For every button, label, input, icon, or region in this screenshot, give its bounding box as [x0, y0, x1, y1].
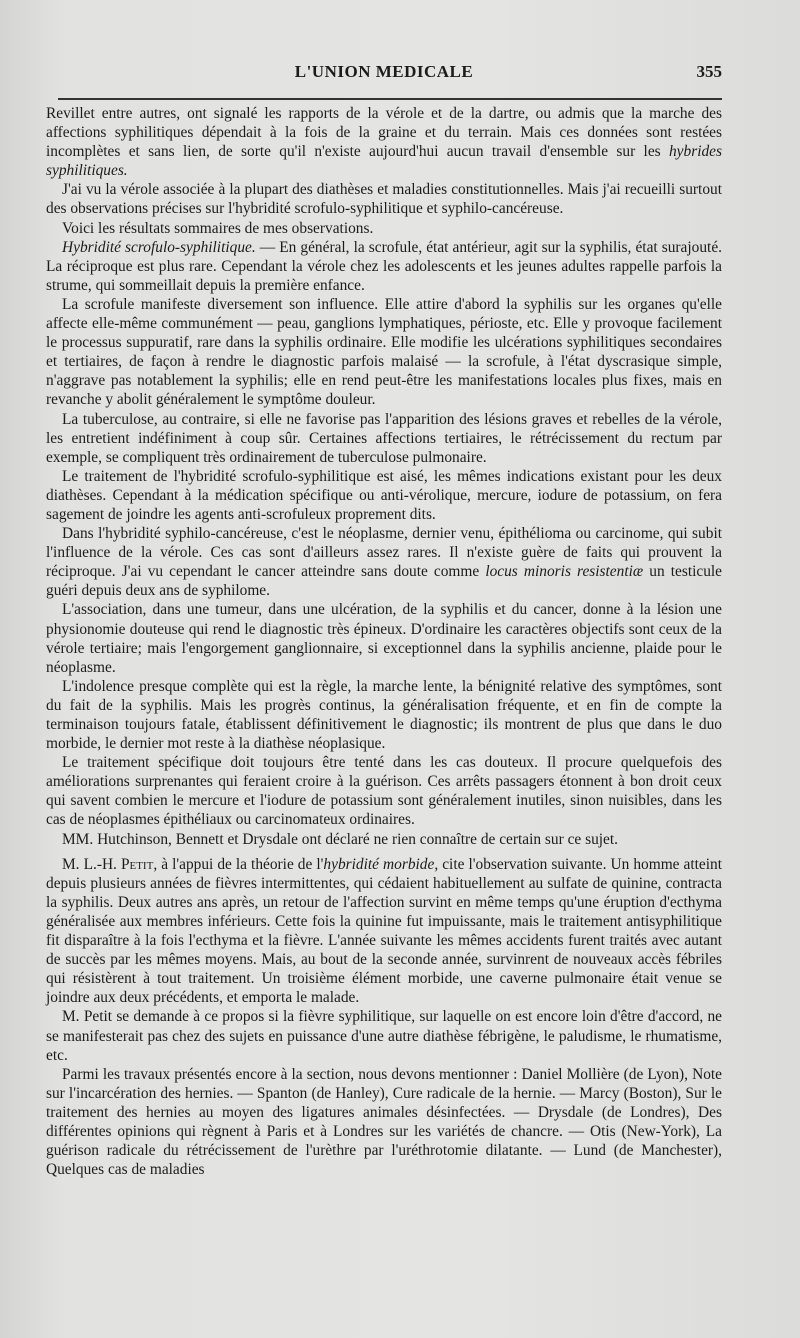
paragraph: La tuberculose, au contraire, si elle ne favorise pas l'apparition des lésions graves et rebelles de la vérole, les entretient indéfiniment à coup sûr. Certaines affections tertiaires, le rétrécissement du rectum par exemple, se compliquent très ordinairement de tuberculose pulmonaire.	[46, 410, 722, 466]
page-number: 355	[696, 62, 722, 81]
paragraph: M. L.-H. Petit, à l'appui de la théorie de l'hybridité morbide, cite l'observation suivante. Un homme atteint depuis plusieurs années de fièvres intermittentes, qui cédaient habituellement au sulfate de quinine, contracta la syphilis. Deux autres ans après, un retour de l'affection survint en même temps qu'une éruption d'ecthyma généralisée aux membres inférieurs. Cette fois la quinine fut impuissante, mais le traitement antisyphilitique fit disparaître à la fois l'ecthyma et la fièvre. L'année suivante les mêmes accidents furent traités avec autant de succès par les mêmes moyens. Mais, au bout de la seconde année, survinrent de nouveaux accès fébriles qui résistèrent à tout traitement. Un troisième élément morbide, une caverne pulmonaire était venue se joindre aux deux précédents, et emporta le malade.	[46, 855, 723, 1007]
paragraph: La scrofule manifeste diversement son influence. Elle attire d'abord la syphilis sur les organes qu'elle affecte elle-même communément — peau, ganglions lymphatiques, périoste, etc. Elle y provoque facilement le processus suppuratif, rare dans la syphilis ordinaire. Elle modifie les ulcérations syphilitiques secondaires et tertiaires, de façon à rendre le diagnostic parfois malaisé — la scrofule, à l'état dyscrasique simple, n'aggrave pas notablement la syphilis; elle en rend peut-être les manifestations locales plus fixes, mais en revanche y abolit généralement le symptôme douleur.	[46, 295, 722, 409]
page-header	[46, 58, 722, 88]
paragraph: M. Petit se demande à ce propos si la fièvre syphilitique, sur laquelle on est encore loin d'être d'accord, ne se manifesterait pas chez des sujets en puissance d'une autre diathèse fébrigène, le paludisme, le rhumatisme, etc.	[46, 1008, 722, 1064]
paragraph: Voici les résultats sommaires de mes observations.	[62, 219, 374, 237]
running-title: L'UNION MEDICALE	[294, 62, 474, 81]
paragraph: MM. Hutchinson, Bennett et Drysdale ont déclaré ne rien connaître de certain sur ce sujet.	[62, 830, 619, 848]
paragraph: Parmi les travaux présentés encore à la section, nous devons mentionner : Daniel Mollière (de Lyon), Note sur l'incarcération des hernies. — Spanton (de Hanley), Cure radicale de la hernie. — Marcy (Boston), Sur le traitement des hernies au moyen des ligatures animales désinfectées. — Drysdale (de Londres), Des différentes opinions qui règnent à Paris et à Londres sur les variétés de chancre. — Otis (New-York), La guérison radicale du rétrécissement de l'urèthre par l'uréthrotomie dilatante. — Lund (de Manchester), Quelques cas de maladies	[46, 1065, 722, 1179]
paragraph: L'association, dans une tumeur, dans une ulcération, de la syphilis et du cancer, donne à la lésion une physionomie douteuse qui rend le diagnostic très épineux. D'ordinaire les caractères objectifs sont ceux de la vérole tertiaire; mais l'engorgement ganglionnaire, si exceptionnel dans la syphilis ancienne, plaide pour le néoplasme.	[46, 601, 722, 676]
article-body	[46, 104, 722, 1179]
paragraph: Le traitement de l'hybridité scrofulo-syphilitique est aisé, les mêmes indications existant pour les deux diathèses. Cependant à la médication spécifique ou anti-vérolique, mercure, iodure de potassium, on fera sagement de joindre les agents anti-scrofuleux proprement dits.	[46, 467, 722, 523]
header-rule	[58, 98, 722, 100]
paragraph: Le traitement spécifique doit toujours être tenté dans les cas douteux. Il procure quelquefois des améliorations surprenantes qui feraient croire à la guérison. Ces arrêts passagers étonnent à bon droit ceux qui savent combien le mercure et l'iodure de potassium sont généralement inutiles, sinon nuisibles, dans les cas de néoplasmes épithéliaux ou carcinomateux ordinaires.	[46, 754, 722, 829]
paragraph: L'indolence presque complète qui est la règle, la marche lente, la bénignité relative des symptômes, sont du fait de la syphilis. Mais les progrès continus, la généralisation fréquente, et en fin de compte la terminaison toujours fatale, établissent définitivement le diagnostic; ils montrent de plus que dans le duo morbide, le dernier mot reste à la diathèse néoplasique.	[46, 677, 722, 753]
paragraph: Revillet entre autres, ont signalé les rapports de la vérole et de la dartre, ou admis que la marche des affections syphilitiques dépendait à la fois de la graine et du terrain. Mais ces données sont restées incomplètes et sans lien, de sorte qu'il n'existe aujourd'hui aucun travail d'ensemble sur les hybrides syphilitiques.	[46, 105, 722, 180]
paragraph: J'ai vu la vérole associée à la plupart des diathèses et maladies constitutionnelles. Mais j'ai recueilli surtout des observations précises sur l'hybridité scrofulo-syphilitique et syphilo-cancéreuse.	[46, 181, 722, 218]
paragraph: Dans l'hybridité syphilo-cancéreuse, c'est le néoplasme, dernier venu, épithélioma ou carcinome, qui subit l'influence de la vérole. Ces cas sont d'ailleurs assez rares. Il n'existe guère de faits qui prouvent la réciproque. J'ai vu cependant le cancer atteindre sans doute comme locus minoris resistentiæ un testicule guéri depuis deux ans de syphilome.	[46, 525, 723, 600]
paragraph: Hybridité scrofulo-syphilitique. — En général, la scrofule, état antérieur, agit sur la syphilis, état surajouté. La réciproque est plus rare. Cependant la vérole chez les adolescents et les jeunes adultes rappelle parfois la strume, qui sommeillait depuis la première enfance.	[46, 238, 722, 294]
